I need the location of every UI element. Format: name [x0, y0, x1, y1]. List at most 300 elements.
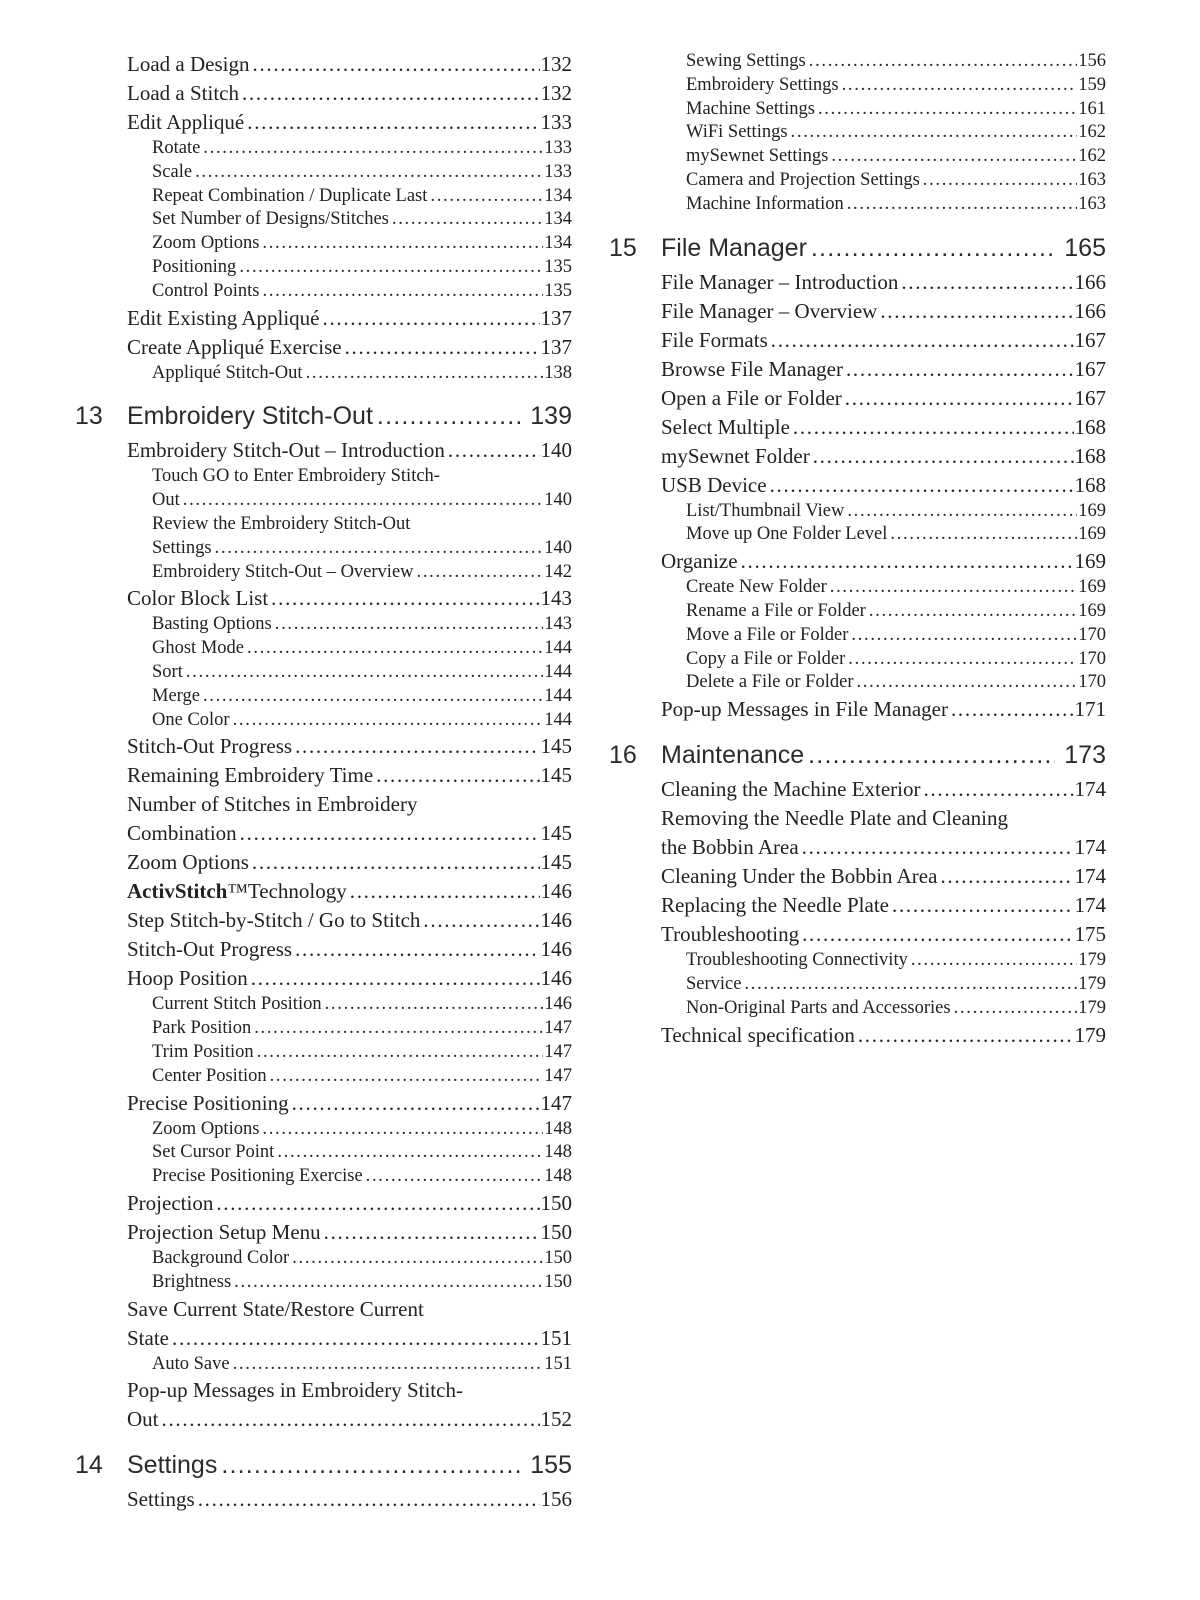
dot-leader	[831, 145, 1077, 169]
toc-entry-page: 133	[544, 138, 572, 158]
toc-entry	[75, 964, 572, 993]
toc-entry-page: 134	[544, 185, 572, 206]
toc-entry-line	[686, 576, 1106, 600]
toc-entry-title: Replacing the Needle Plate	[661, 893, 889, 918]
toc-entry-line	[661, 891, 1106, 920]
toc-entry-page: 179	[1078, 997, 1106, 1018]
toc-entry-line	[127, 304, 572, 333]
toc-entry-title: Non-Original Parts and Accessories	[686, 997, 951, 1018]
chapter-page: 155	[530, 1451, 572, 1480]
toc-entry-line	[661, 862, 1106, 891]
toc-entry-page: 147	[544, 1041, 572, 1062]
toc-entry-line	[127, 935, 572, 964]
toc-entry-page: 145	[540, 763, 572, 788]
toc-entry	[609, 442, 1106, 471]
toc-entry	[75, 280, 572, 304]
toc-entry	[609, 624, 1106, 648]
toc-entry-line	[152, 993, 572, 1017]
toc-entry-line	[152, 1065, 572, 1089]
toc-entry-title: Machine Information	[686, 193, 844, 214]
toc-entry-title: Pop-up Messages in Embroidery Stitch-	[127, 1378, 463, 1403]
toc-entry-page: 146	[540, 908, 572, 933]
toc-entry-page: 179	[1074, 1022, 1106, 1047]
toc-entry-page: 140	[544, 490, 572, 511]
dot-leader	[203, 137, 543, 161]
toc-entry-line	[127, 1485, 572, 1514]
toc-entry-title: Stitch-Out Progress	[127, 734, 293, 759]
toc-entry-title: State	[127, 1325, 169, 1350]
toc-entry	[609, 949, 1106, 973]
toc-entry-line	[661, 804, 1106, 833]
toc-entry-page: 132	[540, 81, 572, 105]
toc-entry-page: 170	[1078, 648, 1106, 669]
toc-entry-title: Embroidery Settings	[686, 74, 839, 95]
toc-entry-line	[686, 121, 1106, 145]
toc-entry-page: 144	[544, 638, 572, 659]
toc-entry-line	[152, 1118, 572, 1142]
toc-entry-line	[661, 775, 1106, 804]
toc-entry-title: Brightness	[152, 1271, 232, 1292]
toc-entry	[75, 108, 572, 137]
toc-entry-line	[661, 920, 1106, 949]
chapter-number: 14	[75, 1451, 103, 1480]
dot-leader	[892, 891, 1074, 920]
toc-entry	[75, 1141, 572, 1165]
toc-entry-page: 133	[540, 110, 572, 134]
toc-entry-title: Zoom Options	[152, 1118, 260, 1139]
dot-leader	[270, 1065, 544, 1089]
dot-leader	[186, 661, 543, 685]
toc-entry-line	[686, 74, 1106, 98]
toc-entry-line	[127, 732, 572, 761]
toc-entry	[609, 413, 1106, 442]
dot-leader	[901, 268, 1073, 297]
toc-entry-page: 146	[540, 966, 572, 991]
dot-leader	[813, 442, 1074, 471]
toc-entry-page: 166	[1074, 269, 1106, 294]
toc-entry-line	[152, 1271, 572, 1295]
toc-entry-page: 163	[1078, 169, 1106, 190]
toc-entry-page: 167	[1074, 356, 1106, 381]
toc-entry-line	[152, 465, 572, 489]
toc-entry-page: 175	[1074, 922, 1106, 947]
toc-entry-page: 169	[1078, 600, 1106, 621]
toc-entry-line	[127, 1189, 572, 1218]
dot-leader	[345, 333, 540, 362]
toc-entry-title: USB Device	[661, 472, 767, 497]
toc-entry-title: Move up One Folder Level	[686, 524, 888, 545]
dot-leader	[811, 232, 1055, 265]
toc-entry-line	[686, 600, 1106, 624]
toc-entry-line	[152, 161, 572, 185]
toc-entry-line	[661, 297, 1106, 326]
toc-entry-line	[686, 500, 1106, 524]
toc-entry-title: Set Number of Designs/Stitches	[152, 209, 389, 230]
toc-entry-title: File Manager – Introduction	[661, 269, 899, 294]
toc-entry-title: Edit Appliqué	[127, 110, 245, 134]
dot-leader	[292, 1089, 540, 1118]
chapter-number: 15	[609, 233, 637, 262]
toc-entry-page: 169	[1078, 524, 1106, 545]
toc-entry	[609, 648, 1106, 672]
toc-entry	[609, 862, 1106, 891]
toc-entry	[609, 297, 1106, 326]
toc-entry-line	[661, 413, 1106, 442]
toc-entry-title: Troubleshooting Connectivity	[686, 950, 908, 971]
toc-entry-title: the Bobbin Area	[661, 835, 799, 860]
toc-entry-title: Center Position	[152, 1065, 267, 1086]
toc-entry-title: Sewing Settings	[686, 51, 806, 71]
toc-entry	[75, 232, 572, 256]
dot-leader	[251, 964, 540, 993]
chapter-title: Embroidery Stitch-Out	[127, 402, 373, 431]
toc-entry-line	[152, 1041, 572, 1065]
toc-entry-line	[661, 1021, 1106, 1050]
dot-leader	[802, 833, 1074, 862]
toc-entry-line	[152, 637, 572, 661]
toc-entry-title: Scale	[152, 161, 193, 182]
toc-entry-title: Rename a File or Folder	[686, 600, 866, 621]
toc-entry-line	[152, 1017, 572, 1041]
toc-entry-page: 144	[544, 685, 572, 706]
toc-entry	[75, 1485, 572, 1514]
dot-leader	[198, 1485, 540, 1514]
toc-entry-page: 145	[540, 821, 572, 846]
toc-entry	[609, 997, 1106, 1021]
dot-leader	[423, 906, 539, 935]
toc-entry-line	[686, 997, 1106, 1021]
dot-leader	[923, 169, 1077, 193]
toc-entry-page: 168	[1074, 414, 1106, 439]
toc-entry-line	[127, 1089, 572, 1118]
toc-entry	[75, 1118, 572, 1142]
toc-entry	[609, 98, 1106, 122]
toc-entry-title: Troubleshooting	[661, 922, 800, 947]
dot-leader	[292, 1247, 543, 1271]
toc-entry	[609, 695, 1106, 724]
toc-entry	[609, 121, 1106, 145]
dot-leader	[376, 761, 539, 790]
dot-leader	[911, 949, 1077, 973]
toc-entry-page: 132	[540, 52, 572, 76]
toc-entry-line	[152, 537, 572, 561]
dot-leader	[195, 161, 543, 185]
chapter-page: 173	[1064, 741, 1106, 770]
toc-entry-line	[152, 561, 572, 585]
dot-leader	[271, 584, 539, 613]
toc-entry	[609, 1021, 1106, 1050]
toc-entry	[75, 993, 572, 1017]
toc-entry-title: Repeat Combination / Duplicate Last	[152, 185, 428, 206]
dot-leader	[275, 613, 544, 637]
toc-entry	[75, 1041, 572, 1065]
toc-entry	[75, 848, 572, 877]
toc-entry-page: 168	[1074, 472, 1106, 497]
dot-leader	[295, 935, 539, 964]
toc-entry-line	[127, 1218, 572, 1247]
toc-entry-title: Copy a File or Folder	[686, 648, 846, 669]
dot-leader	[791, 121, 1078, 145]
toc-entry	[75, 513, 572, 561]
toc-entry	[75, 1189, 572, 1218]
dot-leader	[262, 232, 543, 256]
toc-entry	[75, 208, 572, 232]
dot-leader	[770, 471, 1074, 500]
toc-entry-title: File Formats	[661, 327, 768, 352]
dot-leader	[234, 1271, 543, 1295]
toc-entry-title: ActivStitch™Technology	[127, 879, 347, 904]
toc-entry-title: Edit Existing Appliqué	[127, 305, 320, 330]
toc-entry	[75, 761, 572, 790]
toc-entry-page: 167	[1074, 327, 1106, 352]
toc-entry-page: 169	[1074, 549, 1106, 574]
toc-entry-page: 134	[544, 209, 572, 230]
toc-entry	[609, 600, 1106, 624]
toc-chapter	[75, 400, 572, 433]
toc-entry-title: Create New Folder	[686, 577, 827, 598]
toc-chapter	[609, 739, 1106, 772]
toc-entry-title: Zoom Options	[127, 850, 249, 875]
toc-entry-title: Pop-up Messages in File Manager	[661, 697, 948, 722]
toc-entry-line	[127, 906, 572, 935]
toc-entry-title: Control Points	[152, 280, 260, 301]
toc-entry-line	[127, 108, 572, 137]
toc-entry	[609, 547, 1106, 576]
toc-chapter	[609, 232, 1106, 265]
dot-leader	[771, 326, 1074, 355]
toc-entry	[75, 906, 572, 935]
dot-leader	[252, 848, 540, 877]
toc-entry	[75, 79, 572, 108]
toc-entry	[609, 384, 1106, 413]
toc-entry-page: 167	[1074, 385, 1106, 410]
toc-entry	[75, 685, 572, 709]
dot-leader	[845, 384, 1074, 413]
toc-entry-title: WiFi Settings	[686, 122, 788, 143]
toc-entry	[75, 1089, 572, 1118]
toc-entry-page: 150	[540, 1190, 572, 1215]
toc-entry	[75, 1271, 572, 1295]
toc-entry-line	[127, 964, 572, 993]
toc-entry	[609, 804, 1106, 862]
toc-entry-line	[127, 819, 572, 848]
toc-entry	[75, 877, 572, 906]
toc-entry-page: 144	[544, 661, 572, 682]
dot-leader	[233, 709, 544, 733]
toc-entry-line	[661, 695, 1106, 724]
chapter-number: 16	[609, 741, 637, 770]
dot-leader	[295, 732, 539, 761]
dot-leader	[846, 355, 1074, 384]
toc-entry-title: Sort	[152, 661, 183, 682]
toc-entry	[75, 1017, 572, 1041]
dot-leader	[818, 98, 1077, 122]
dot-leader	[216, 1189, 539, 1218]
toc-entry	[609, 169, 1106, 193]
toc-entry-page: 134	[544, 233, 572, 254]
toc-entry	[609, 576, 1106, 600]
toc-entry-line	[152, 709, 572, 733]
toc-entry-page: 174	[1074, 864, 1106, 889]
dot-leader	[239, 256, 543, 280]
toc-entry	[75, 137, 572, 161]
toc-entry	[75, 1376, 572, 1434]
toc-entry-line	[661, 442, 1106, 471]
toc-entry-title: Load a Design	[127, 52, 250, 76]
toc-entry-page: 163	[1078, 193, 1106, 214]
toc-entry-line	[152, 208, 572, 232]
toc-entry-title: mySewnet Settings	[686, 146, 829, 167]
toc-entry-title: Save Current State/Restore Current	[127, 1296, 424, 1321]
dot-leader	[417, 561, 544, 585]
dot-leader	[277, 1141, 543, 1165]
toc-entry-line	[127, 436, 572, 465]
toc-entry-title: Step Stitch-by-Stitch / Go to Stitch	[127, 908, 421, 933]
toc-entry-title: Background Color	[152, 1247, 290, 1268]
dot-leader	[240, 819, 540, 848]
dot-leader	[323, 304, 540, 333]
toc-entry-line	[152, 232, 572, 256]
toc-entry-page: 162	[1078, 146, 1106, 167]
toc-entry-line	[686, 624, 1106, 648]
toc-entry-line	[152, 1353, 572, 1377]
toc-entry-page: 135	[544, 280, 572, 301]
toc-entry-line	[686, 169, 1106, 193]
toc-entry-title: Cleaning Under the Bobbin Area	[661, 864, 938, 889]
dot-leader	[793, 413, 1074, 442]
dot-leader	[741, 547, 1074, 576]
toc-entry-line	[661, 268, 1106, 297]
toc-entry-title: Service	[686, 973, 742, 994]
dot-leader	[430, 185, 543, 209]
toc-entry-line	[152, 280, 572, 304]
chapter-title: Maintenance	[661, 741, 805, 770]
toc-entry-line	[127, 79, 572, 108]
toc-entry-title: One Color	[152, 709, 230, 730]
toc-entry	[75, 1065, 572, 1089]
toc-entry	[75, 1218, 572, 1247]
chapter-page: 165	[1064, 233, 1106, 262]
toc-entry-line	[127, 1405, 572, 1434]
toc-entry-line	[127, 1295, 572, 1324]
toc-entry-page: 179	[1078, 950, 1106, 971]
dot-leader	[254, 1017, 543, 1041]
dot-leader	[392, 208, 543, 232]
toc-entry	[75, 333, 572, 362]
chapter-title: File Manager	[661, 233, 807, 262]
toc-entry	[75, 732, 572, 761]
toc-entry-page: 156	[540, 1487, 572, 1512]
toc-entry-page: 144	[544, 709, 572, 730]
toc-entry-page: 174	[1074, 835, 1106, 860]
toc-entry-title: List/Thumbnail View	[686, 500, 845, 521]
toc-entry-page: 145	[540, 850, 572, 875]
toc-entry-page: 143	[544, 614, 572, 635]
toc-entry-title: Embroidery Stitch-Out – Overview	[152, 561, 414, 582]
toc-entry-title: Zoom Options	[152, 233, 260, 254]
dot-leader	[162, 1405, 540, 1434]
dot-leader	[858, 1021, 1074, 1050]
toc-entry-page: 138	[544, 362, 572, 383]
toc-entry-page: 133	[544, 161, 572, 182]
toc-chapter	[75, 1449, 572, 1482]
toc-entry	[609, 973, 1106, 997]
toc-entry-line	[152, 1247, 572, 1271]
toc-entry	[75, 935, 572, 964]
dot-leader	[215, 537, 544, 561]
toc-entry-page: 150	[544, 1247, 572, 1268]
toc-entry-line	[686, 145, 1106, 169]
toc-entry-title: Trim Position	[152, 1041, 254, 1062]
toc-entry-page: 140	[544, 537, 572, 558]
toc-entry-page: 148	[544, 1142, 572, 1163]
toc-entry-title: Move a File or Folder	[686, 624, 849, 645]
toc-entry-title: Auto Save	[152, 1353, 230, 1374]
chapter-number: 13	[75, 402, 103, 431]
dot-leader	[377, 400, 521, 433]
toc-entry-title: Projection	[127, 1190, 214, 1215]
toc-entry-title: File Manager – Overview	[661, 298, 878, 323]
toc-entry-page: 159	[1078, 74, 1106, 95]
toc-entry-title: Number of Stitches in Embroidery	[127, 792, 418, 817]
dot-leader	[856, 671, 1077, 695]
toc-column-left	[75, 50, 572, 1514]
toc-entry-line	[152, 256, 572, 280]
toc-entry-page: 152	[540, 1407, 572, 1432]
dot-leader	[233, 1353, 544, 1377]
toc-entry-title: Embroidery Stitch-Out – Introduction	[127, 438, 445, 463]
toc-entry-page: 137	[540, 334, 572, 359]
toc-entry-line	[661, 355, 1106, 384]
toc-entry	[609, 326, 1106, 355]
toc-entry	[609, 74, 1106, 98]
toc-entry	[75, 1247, 572, 1271]
toc-entry-title: Ghost Mode	[152, 638, 244, 659]
toc-entry-title: Hoop Position	[127, 966, 248, 991]
toc-entry-line	[127, 50, 572, 79]
toc-entry-title: Load a Stitch	[127, 81, 239, 105]
toc-entry-page: 146	[540, 937, 572, 962]
toc-entry-page: 156	[1078, 51, 1106, 71]
dot-leader	[172, 1324, 540, 1353]
dot-leader	[880, 297, 1073, 326]
toc-entry-line	[661, 471, 1106, 500]
toc-entry-line	[127, 1376, 572, 1405]
toc-entry-title: Browse File Manager	[661, 356, 843, 381]
toc-entry-line	[686, 523, 1106, 547]
toc-entry	[75, 436, 572, 465]
toc-entry-line	[127, 1324, 572, 1353]
toc-entry-title: Positioning	[152, 256, 237, 277]
toc-entry-line	[661, 384, 1106, 413]
toc-entry-title: Stitch-Out Progress	[127, 937, 293, 962]
toc-entry	[75, 613, 572, 637]
toc-column-right	[609, 50, 1106, 1050]
toc-entry-title: Touch GO to Enter Embroidery Stitch-	[152, 466, 440, 487]
dot-leader	[203, 685, 543, 709]
toc-entry-line	[686, 648, 1106, 672]
toc-entry-line	[686, 949, 1106, 973]
toc-entry-page: 174	[1074, 777, 1106, 802]
toc-entry-line	[152, 137, 572, 161]
dot-leader	[951, 695, 1074, 724]
toc-entry-page: 147	[544, 1065, 572, 1086]
dot-leader	[869, 600, 1077, 624]
toc-entry-title: Organize	[661, 549, 738, 574]
toc-entry-line	[127, 584, 572, 613]
toc-entry-page: 146	[540, 879, 572, 904]
toc-entry-title: Create Appliqué Exercise	[127, 334, 342, 359]
